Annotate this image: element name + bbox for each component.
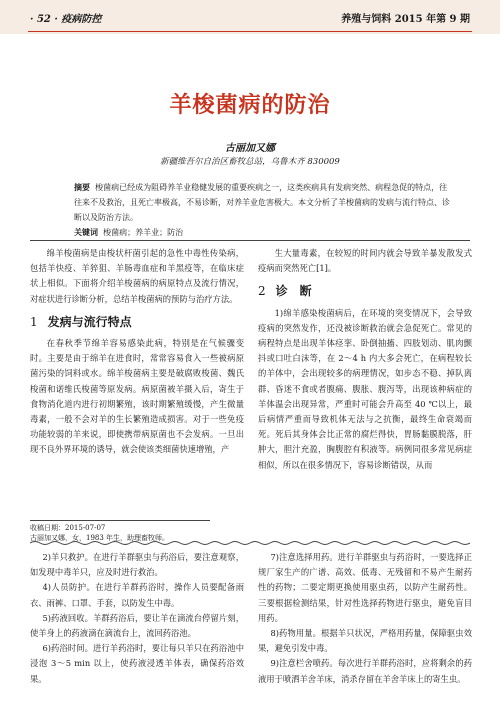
page-header xyxy=(0,0,500,34)
wavy-divider xyxy=(30,540,470,546)
list-item: 7)注意选择用药。进行羊群驱虫与药浴时，一要选择正规厂家生产的广谱、高效、低毒、无残留和不易产生耐药性的药物；二要定期更换使用驱虫药，以防产生耐药性。三要根据检测结果，针对性选择药物进行驱虫，避免盲目用药。 xyxy=(258,552,472,623)
list-item: 6)药浴时间。进行羊药浴时，要让每只羊只在药浴池中浸泡 3～5 min 以上，使药液浸透羊体表，确保药浴效果。 xyxy=(30,643,244,684)
section-2-heading: 2 诊 断 xyxy=(258,284,312,299)
header-rule xyxy=(28,31,472,32)
list-item: 9)注意栏舍喷药。每次进行羊群药浴时，应将剩余的药液用于喷洒羊舍羊床，消杀存留在羊舍羊床上的寄生虫。 xyxy=(258,658,472,684)
abstract-divider xyxy=(30,240,470,241)
list-item: 2)羊只救护。在进行羊群驱虫与药浴后，要注意观察，如发现中毒羊只，应及时进行救治。 xyxy=(30,552,244,578)
header-journal: 养殖与饲料 2015 年第 9 期 xyxy=(341,14,470,25)
author: 古丽加又娜 xyxy=(225,143,275,154)
keywords: 梭菌病；养羊业；防治 xyxy=(103,228,184,237)
footnote-bio: 古丽加又娜，女，1983 年生，助理畜牧师。 xyxy=(30,534,170,542)
section-1-text: 在春秋季节绵羊容易感染此病，特别是在气候骤变时。主要是由于绵羊在进食时，常常容易食入一些被病原菌污染的饲料或水。绵羊梭菌病主要是破腐败梭菌、魏氏梭菌和诺维氏梭菌等原发病。病原菌被羊摄入后，寄生于食物消化道内进行初期繁殖，该时期繁殖缓慢，产生微量毒素，一般不会对羊的生长繁殖造成损害。对于一些免疫功能较弱的羊来说，即使携带病原菌也不会发病。一旦出现不良外界环境的诱导，就会使该类细菌快速增殖，产 xyxy=(30,338,244,455)
section-2-text: 1)绵羊感染梭菌病后，在环境的突变情况下，会导致疫病的突然发作，还没被诊断救治就会急促死亡。常见的病程特点是出现羊体痉挛、卧倒抽搐、四肢划动、肌肉颤抖或口吐白沫等，在 2～4 h 内大多会死亡，在病程较长的羊体中，会出现较多的病理情况，如步态不稳、掉队离群、昏迷不食或者腹痛、腹胀、腹泻等，出现该种病症的羊体温会出现异常，严重时可能会升高至 40 ℃以上，最后病情严重而导致机体无法与之抗衡，最终生命衰竭而死。死后其身体会比正常的腐烂得快，胃肠黏膜脱落，肝肿大，胆汁充盈，胸腹腔有积液等。病例同很多常见病症相似，所以在很多情况下，容易诊断错误，从而 xyxy=(258,307,472,470)
bottom-left-column xyxy=(30,550,244,687)
keywords-label: 关键词 xyxy=(74,227,98,237)
right-column xyxy=(258,246,472,473)
abstract-text: 梭菌病已经成为阻碍养羊业稳健发展的重要疾病之一，这类疾病具有发病突然、病程急促的特点，往往来不及救治，且死亡率极高，不易诊断，对养羊业危害极大。本文分析了羊梭菌病的发病与流行特点、诊断以及防治方法。 xyxy=(74,183,450,222)
affiliation: 新疆维吾尔自治区畜牧总站，乌鲁木齐 830009 xyxy=(160,157,340,167)
list-item: 8)药物用量。根据羊只状况，严格用药量，保障驱虫效果，避免引发中毒。 xyxy=(258,628,472,654)
intro-paragraph: 绵羊梭菌病是由梭状杆菌引起的急性中毒性传染病，包括羊快疫、羊猝狙、羊肠毒血症和羊黑疫等，在临床症状上相似。下面将介绍羊梭菌病的病原特点及流行情况，对症状进行诊断分析，总结羊梭菌病的预防与治疗方法。 xyxy=(30,248,244,304)
bottom-right-column xyxy=(258,550,472,687)
continued-paragraph: 生大量毒素，在较短的时间内就会导致羊暴发散发式疫病而突然死亡[1]。 xyxy=(258,248,472,274)
article-title: 羊梭菌病的防治 xyxy=(169,93,331,118)
footnote-rule xyxy=(30,520,210,521)
header-section: · 52 · 疫病防控 xyxy=(30,14,102,25)
left-column xyxy=(30,246,244,458)
list-item: 4)人员防护。在进行羊群药浴时，操作人员要配备雨衣、雨裤、口罩、手套，以防发生中毒。 xyxy=(30,582,244,608)
abstract xyxy=(74,180,454,240)
footnote-received: 收稿日期：2015-07-07 xyxy=(30,524,106,532)
abstract-label: 摘要 xyxy=(74,182,90,192)
list-item: 5)药液回收。羊群药浴后，要让羊在滴流台停留片刻，使羊身上的药液滴在滴流台上，流回药浴池。 xyxy=(30,612,244,639)
section-1-heading: 1 发病与流行特点 xyxy=(30,314,132,329)
